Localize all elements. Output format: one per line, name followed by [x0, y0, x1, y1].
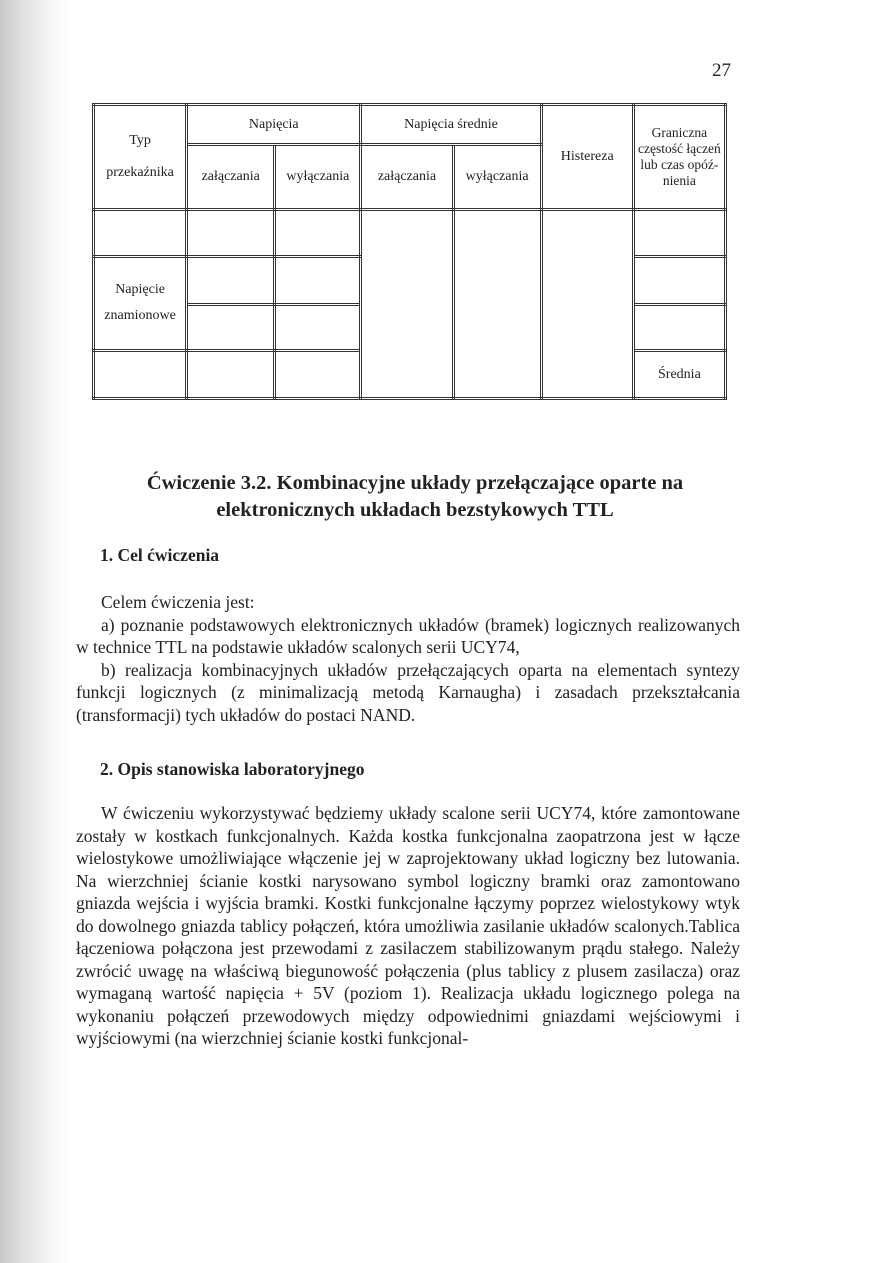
cell [187, 256, 275, 304]
cell [361, 210, 453, 399]
cell [187, 351, 275, 399]
section-1-title: 1. Cel ćwiczenia [100, 545, 220, 565]
header-graniczna: Graniczna częstość łączeń lub czas opóź- nienia [633, 105, 725, 210]
cell [633, 305, 725, 351]
header-napiecia: Napięcia [187, 105, 361, 145]
header-zalaczania-2: załączania [361, 145, 453, 210]
cell [275, 305, 361, 351]
page-edge-shadow [0, 0, 70, 1263]
cell [633, 256, 725, 304]
header-wylaczania-2: wyłączania [453, 145, 541, 210]
header-napiecia-srednie: Napięcia średnie [361, 105, 541, 145]
section-2-body [76, 802, 740, 1050]
cell [453, 210, 541, 399]
exercise-heading [95, 470, 735, 524]
header-przekaznika: przekaźnika [106, 165, 174, 181]
heading-line-2: elektronicznych układach bezstykowych TTL [216, 499, 614, 521]
section-1-item-a: a) poznanie podstawowych elektronicznych układów (bramek) logicznych realizowanych w technice TTL na podstawie układów scalonych serii UCY74, [76, 614, 740, 657]
label-srednia: Średnia [633, 351, 725, 399]
section-2-paragraph: W ćwiczeniu wykorzystywać będziemy układy scalone serii UCY74, które zamontowane zostały w kostkach funkcjonalnych. Każda kostka funkcjonalna zaopatrzona jest w łącze wielostykowe umożliwiające włączenie jej w zaprojektowany układ logiczny bez lutowania. Na wierzchniej ścianie kostki narysowano symbol logiczny bramki oraz zamontowano gniazda wejścia i wyjścia bramki. Kostki funkcjonalne łączymy poprzez wielostykowy wtyk do dowolnego gniazda tablicy połączeń, która umożliwia zasilanie układów scalonych.Tablica łączeniowa połączona jest przewodami z zasilaczem stabilizowanym prądu stałego. Należy zwrócić uwagę na właściwą biegunowość połączenia (plus tablicy z plusem zasilacza) oraz wymaganą wartość napięcia + 5V (poziom 1). Realizacja układu logicznego polega na wykonaniu połączeń przewodowych między odpowiednimi gniazdami wejściowymi i wyjściowymi (na wierzchniej ścianie kostki funkcjonal- [76, 803, 740, 1048]
label-napiecie: Napięcie [115, 282, 165, 298]
section-1-intro: Celem ćwiczenia jest: [101, 592, 255, 612]
section-2-title: 2. Opis stanowiska laboratoryjnego [100, 759, 365, 779]
cell [633, 210, 725, 256]
header-typ: Typ [129, 133, 151, 149]
relay-parameters-table [92, 103, 727, 400]
cell [275, 256, 361, 304]
cell [94, 351, 187, 399]
cell [187, 210, 275, 256]
header-histereza: Histereza [541, 105, 633, 210]
napiecie-znamionowe-cell [94, 256, 187, 351]
header-wylaczania-1: wyłączania [275, 145, 361, 210]
header-zalaczania-1: załączania [187, 145, 275, 210]
cell [275, 210, 361, 256]
section-1-body [76, 591, 740, 726]
header-typ-cell [94, 105, 187, 210]
label-znamionowe: znamionowe [104, 308, 176, 324]
cell [187, 305, 275, 351]
heading-line-1: Ćwiczenie 3.2. Kombinacyjne układy przełączające oparte na [146, 472, 684, 494]
cell [275, 351, 361, 399]
typ-data-cell [94, 210, 187, 256]
section-1-item-b: b) realizacja kombinacyjnych układów przełączających oparta na elementach syntezy funkcji logicznych (z minimalizacją metodą Karnaugha) i zasadach przekształcania (transformacji) tych układów do postaci NAND. [76, 659, 740, 725]
page-number: 27 [712, 60, 731, 81]
cell [541, 210, 633, 399]
